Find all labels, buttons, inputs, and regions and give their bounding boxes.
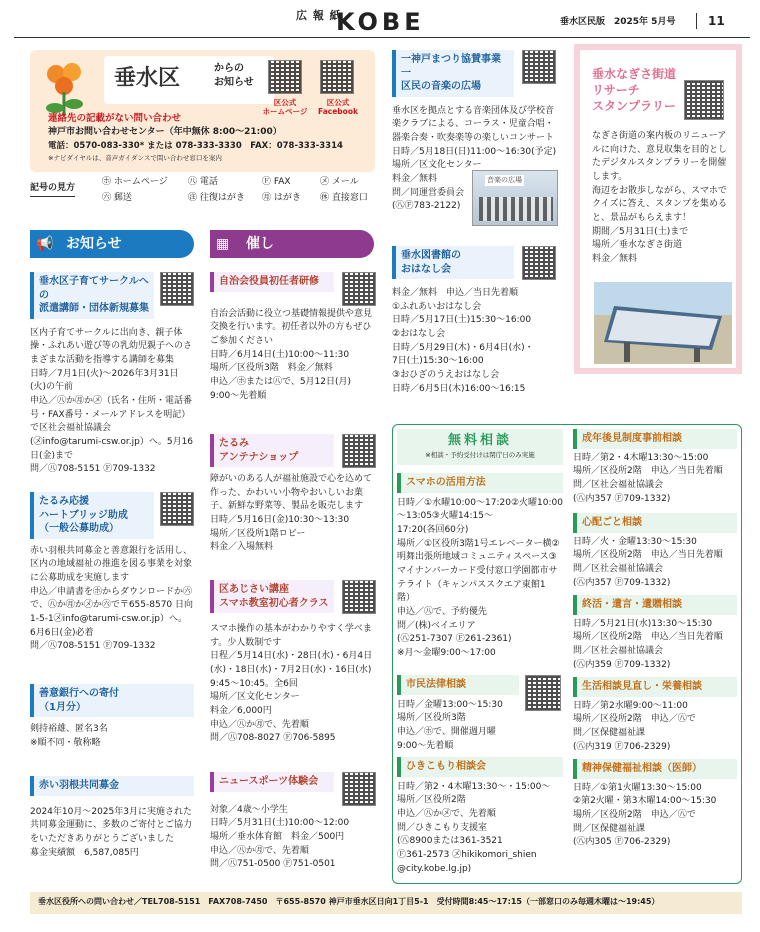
legend-title: 記号の見方: [30, 182, 75, 197]
consult-note: ※相談・予約受付けは閉庁日のみ実施: [425, 450, 535, 459]
legend: [30, 176, 375, 208]
fax-icon: Ⓕ FAX: [262, 177, 291, 187]
event-title: 自治会役員初任者研修: [210, 272, 334, 292]
rally-body: なぎさ街道の案内板のリニューアルに向けた、意見収集を目的としたデジタルスタンプラリーを開催します。 海辺をお散歩しながら、スマホでクイズに答え、スタンプを集めると、景品がもらえます！ 期間／5月31日(土)まで 場所／垂水なぎさ街道 料金／無料: [592, 131, 728, 265]
consult-item: [397, 473, 563, 661]
notice-title: たるみ応援 ハートブリッジ助成 （一般公募助成）: [30, 492, 154, 539]
ward-title-panel: [104, 56, 274, 104]
signboard-photo: [594, 282, 732, 364]
consult-item-title: 心配ごと相談: [573, 513, 737, 533]
qr-code[interactable]: [342, 580, 376, 614]
divider: [696, 13, 697, 29]
event-item: [210, 434, 378, 555]
logo: KOBE: [336, 8, 425, 36]
qr-code[interactable]: [342, 434, 376, 468]
event-item: [392, 50, 558, 214]
consult-item: [573, 429, 737, 506]
calendar-icon: ▦: [216, 236, 230, 252]
consult-item-title: 市民法律相談: [397, 675, 519, 695]
event-body: 障がいのある人が福祉施設で心を込めて作った、かわいい小物やおいしいお菓子、新鮮な野菜等、製品を販売します 日時／5月16日(金)10:30～13:30 場所／区役所1階ロビー 料金／入場無料: [210, 474, 373, 553]
photo-caption: 音楽の広場: [487, 176, 522, 184]
consult-item-title: ひきこもり相談会: [397, 757, 563, 777]
rally-title: 垂水なぎさ街道 リサーチ スタンプラリー: [592, 67, 677, 114]
masthead: 広 報 紙: [296, 9, 342, 22]
qr-code[interactable]: [320, 60, 354, 94]
notice-body: 赤い羽根共同募金と善意銀行を活用し、区内の地域福祉の推進を図る事業を対象に公募助成を実施します 申込／申請書を㋭からダウンロードか㊅で、㊇か㊊か㋱か㊅で〒655-8570 日向1-5-1㋱info@tarumi-csw.or.jp）へ。 6月6日(金)必着 問／㊇708-5151 Ⓕ709-1332: [30, 545, 194, 652]
qr-code[interactable]: [522, 50, 556, 84]
consult-item-body: 日時／金曜13:00～15:30 場所／区役所3階 申込／㋭で、開催週月曜 9:00～先着順: [397, 699, 503, 751]
page-number: 11: [708, 14, 725, 28]
event-item: [210, 580, 378, 746]
phone-icon: ㊇ 電話: [188, 177, 218, 187]
window-icon: ㊡ 直接窓口: [320, 193, 368, 203]
consult-item-title: 終活・遺言・遺贈相談: [573, 595, 737, 615]
qr-code[interactable]: [268, 60, 302, 94]
consult-title: 無料相談: [447, 433, 512, 448]
consult-item: [573, 595, 737, 672]
consult-item-body: 日時／第2水曜9:00～11:00 場所／区役所2階 申込／㊇で 問／区保健福祉課 (㊇内319 Ⓕ706-2329): [573, 700, 696, 752]
qr-code[interactable]: [522, 246, 556, 280]
event-title: 区あじさい講座 スマホ教室初心者クラス: [210, 580, 334, 613]
consult-item: [397, 757, 563, 876]
consult-item-body: 日時／第2・4木曜13:30～15:00 場所／区役所2階 申込／当日先着順 問／区社会福祉協議会 (㊇内357 Ⓕ709-1332): [573, 452, 723, 504]
consult-item-body: 日時／①水曜10:00～17:20②火曜10:00～13:05③火曜14:15～ 17:20(各回60分) 場所／①区役所3階1号エレベーター横②明舞出張所地域コミュニティスペース③マイナンバーカード受付窓口学園都市サテライト（キャンパススクエア東館1階） 申込／㊇で、予約優先 問／(株)ベイエリア (㊇251-7307 Ⓕ261-2361) ※月～金曜9:00～17:00: [397, 497, 563, 658]
consult-item: [573, 513, 737, 590]
event-item: [392, 246, 558, 396]
notice-body: 2024年10月～2025年3月に実施された共同募金運動に、多数のご寄付とご協力をいただきありがとうございました 募金実績額 6,587,085円: [30, 806, 193, 858]
consult-item-title: 生活相談見直し・栄養相談: [573, 677, 737, 697]
event-item: [210, 772, 378, 872]
notice-body: 剣持裕雄、匿名3名 ※順不同・敬称略: [30, 724, 108, 748]
event-body: スマホ操作の基本がわかりやすく学べます。少人数制です 日程／5月14日(水)・28日(水)・6月4日(水)・18日(水)・7月2日(水)・16日(水) 9:45～10:45。全6回 場所／区文化センター 料金／6,000円 申込／㊇か㊊で、先着順 問／㊇708-8027 Ⓕ706-5895: [210, 624, 373, 744]
qr-code[interactable]: [684, 80, 724, 120]
post-icon: ㊅ 郵送: [102, 193, 132, 203]
notice-item: [30, 684, 194, 750]
notice-section-header: [30, 230, 194, 258]
legend-item: 直接窓口: [331, 193, 368, 203]
contact-title: 連絡先の記載がない問い合わせ: [48, 113, 182, 124]
issue-label: 垂水区民版 2025年 5月号: [560, 17, 676, 27]
qr-caption: 区公式 ホームページ: [262, 98, 308, 117]
notice-body: 区内子育てサークルに出向き、親子体操・ふれあい遊び等の乳幼児親子へのさまざまな活動を指導する講師を募集 日時／7月1日(火)～2026年3月31日(火)の午前 申込／㊇か㊊か㋱（氏名・住所・電話番号・FAX番号・メールアドレスを明記）で区社会福祉協議会 (㋱info@tarumi-csw.or.jp）へ。5月16日(金)まで 問／㊇708-5151 Ⓕ709-1332: [30, 327, 194, 475]
qr-caption: 区公式 Facebook: [318, 98, 358, 117]
ward-from: からの お知らせ: [214, 63, 254, 88]
page-header: [14, 6, 750, 38]
footer-bar: [30, 892, 742, 914]
consult-item: [397, 675, 563, 753]
notice-title: 垂水区子育てサークルへの 派遣講師・団体新規募集: [30, 272, 154, 319]
ward-name: 垂水区: [114, 66, 181, 91]
rally-box: [574, 44, 742, 374]
consult-item-body: 日時／火・金曜13:30～15:30 場所／区役所2階 申込／当日先着順 問／区社会福祉協議会 (㊇内357 Ⓕ709-1332): [573, 536, 723, 588]
legend-item: はがき: [273, 193, 301, 203]
section-title: お知らせ: [66, 236, 122, 252]
legend-item: 往復はがき: [199, 193, 245, 203]
legend-item: メール: [331, 177, 359, 187]
notice-item: [30, 272, 194, 477]
legend-item: 郵送: [113, 193, 132, 203]
qr-code[interactable]: [342, 772, 376, 806]
event-body: 料金／無料 申込／当日先着順 ①ふれあいおはなし会 日時／5月17日(土)15:30～16:00 ②おはなし会 日時／5月29日(木)・6月4日(水)・ 7日(土)15:30～16:00 ③おひざのうえおはなし会 日時／6月5日(木)16:00～16:15: [392, 288, 534, 394]
consult-item-body: 日時／①第1火曜13:30～15:00 ②第2火曜・第3木曜14:00～15:30 場所／区役所2階 申込／㊇で 問／区保健福祉課 (㊇内305 Ⓕ706-2329): [573, 782, 717, 848]
legend-item: FAX: [273, 177, 291, 187]
notice-item: [30, 492, 194, 654]
event-body: 対象／4歳～小学生 日時／5月31日(土)10:00～12:00 場所／垂水体育館 料金／500円 申込／㊇か㊊で、先着順 問／㊇751-0500 Ⓕ751-0501: [210, 804, 350, 870]
consult-box: [392, 424, 742, 884]
notice-item: [30, 776, 194, 860]
event-title: 一神戸まつり協賛事業一 区民の音楽の広場: [392, 50, 514, 97]
consult-item-body: 日時／5月21日(水)13:30～15:30 場所／区役所2階 申込／当日先着順 問／区社会福祉協議会 (㊇内359 Ⓕ709-1332): [573, 618, 723, 670]
contact-center: 神戸市お問い合わせセンター（年中無休 8:00～21:00）: [48, 127, 282, 137]
choir-figures: [479, 197, 553, 221]
notice-title: 善意銀行への寄付 （1月分）: [30, 684, 194, 717]
homepage-icon: ㋭ ホームページ: [102, 177, 168, 187]
consult-item-body: 日時／第2・4木曜13:30～・15:00～ 場所／区役所2階 申込／㊇か㋱で、先着順 問／ひきこもり支援室 (㊇8900または361-3521 Ⓕ361-2573 ㋱hikikomori_shien @city.kobe.lg.jp): [397, 781, 551, 874]
event-title: 垂水図書館の おはなし会: [392, 246, 514, 279]
events-section-header: [210, 230, 374, 258]
qr-code[interactable]: [525, 675, 561, 711]
consult-item-title: スマホの活用方法: [397, 473, 563, 493]
legend-item: 電話: [199, 177, 218, 187]
legend-item: ホームページ: [113, 177, 168, 187]
contact-phone: 電話：0570-083-330* または 078-333-3330 FAX：078-333-3314: [48, 141, 343, 151]
megaphone-icon: 📢: [36, 236, 54, 252]
event-title: たるみ アンテナショップ: [210, 434, 334, 467]
mail-icon: ㋱ メール: [320, 177, 359, 187]
consult-item-title: 精神保健福祉相談（医師）: [573, 759, 737, 779]
qr-code[interactable]: [160, 272, 194, 306]
consult-item: [573, 677, 737, 754]
qr-code[interactable]: [160, 492, 194, 526]
notice-title: 赤い羽根共同募金: [30, 776, 194, 796]
event-body: 自治会活動に役立つ基礎情報提供や意見交換を行います。初任者以外の方もぜひご参加ください 日時／6月14日(土)10:00～11:30 場所／区役所3階 料金／無料 申込／㋭または㊇で、5月12日(月) 9:00～先着順: [210, 308, 373, 401]
section-title: 催し: [246, 236, 274, 252]
concert-photo: [472, 170, 558, 226]
event-body: 垂水区を拠点とする音楽団体及び学校音楽クラブによる、コーラス・児童合唱・器楽合奏・吹奏楽等の楽しいコンサート 日時／5月18日(日)11:00～16:30(予定) 場所／区文化センター 料金／無料 問／同運営委員会 (㊇Ⓕ783-2122): [392, 105, 557, 212]
event-title: ニュースポーツ体験会: [210, 772, 334, 792]
consult-header: [397, 429, 563, 465]
qr-code[interactable]: [342, 272, 376, 306]
consult-item-title: 成年後見制度事前相談: [573, 429, 737, 449]
footer-text: 垂水区役所への問い合わせ／TEL708-5151 FAX708-7450 〒655-8570 神戸市垂水区日向1丁目5-1 受付時間8:45～17:15（一部窓口のみ毎週木曜は～19:45）: [38, 897, 660, 906]
return-card-icon: ㊟ 往復はがき: [188, 193, 245, 203]
contact-note: ※ナビダイヤルは、音声ガイダンスで問い合わせ窓口を案内: [48, 154, 222, 162]
event-item: [210, 272, 378, 403]
flower-illustration: [40, 58, 90, 118]
consult-item: [573, 759, 737, 850]
postcard-icon: ㊊ はがき: [262, 193, 301, 203]
ward-info-box: [30, 50, 375, 172]
